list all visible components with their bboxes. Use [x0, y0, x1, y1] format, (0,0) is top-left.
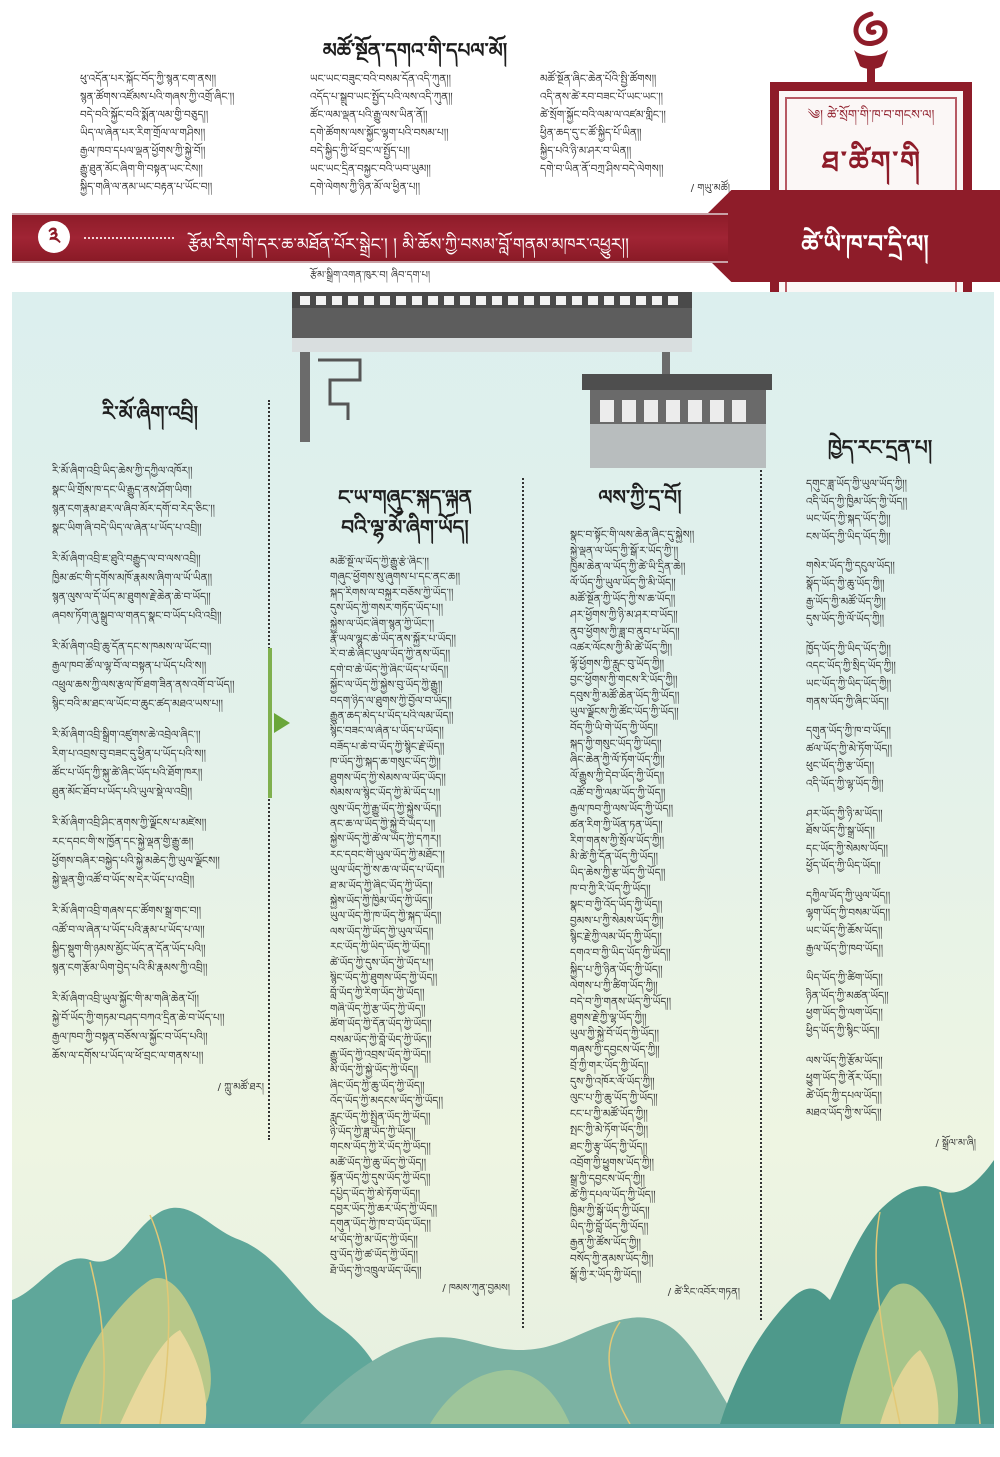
poem-line: དགུང་ཟླ་ཡོད་ཀྱི་ཡུལ་ཡོད་ཀྱི།།	[806, 478, 907, 490]
poem-line: སྒྲ་ཀྱི་དབྱངས་ཡོད་ཀྱི།།	[570, 1172, 646, 1185]
poem-line: ངང་པ་ཀྱི་མཚོ་ཡོད་ཀྱི།།	[570, 1108, 648, 1121]
poem-line: དགེ་ཚོགས་ལས་སྐྱོང་ལྷག་པའི་བསམ་པ།།	[310, 127, 449, 139]
poem-line: སྐད་རིགས་ལ་བསྐྱར་བཅོས་ཀྱི་ཡོད་།།	[330, 586, 454, 599]
author-signature: / སྒྲོལ་མ་ཞི།	[935, 1138, 976, 1149]
poem-line: མཚོ་ཡོད་ཀྱི་ཆུ་ཡོད་ཀྱི་ཡོད།།	[330, 1156, 427, 1169]
poem-line: མི་ཚེ་ཀྱི་དོན་ཡོད་ཀྱི་ཡོད།།	[570, 850, 658, 863]
poem-line: བསོད་ཀྱི་ནམས་ཡོད་ཀྱི།།	[570, 1253, 654, 1266]
poem-line: ཁྱིམ་ཚང་གི་དགོས་མཁོ་རྣམས་ཞིག་ལ་ཡོ་ཡིན།།	[52, 572, 213, 584]
poem-line: སྣང་བ་སྟོང་གི་ལས་ཆེན་ཞིང་དུ་སྐྱེས།།	[570, 529, 695, 541]
poem-stanza	[52, 550, 264, 626]
poem-line: དབུས་ཀྱི་མཚོ་ཆེན་ཡོད་ཀྱི་ཡོད།།	[570, 689, 680, 702]
poem-line: ཚེ་ཡོད་ཀྱི་དཔལ་ཡོད།།	[806, 1089, 882, 1102]
poem-line: སྐྱེས་ལ་ཡོང་ཞིག་སྙན་ཀྱི་ཡོང་།།	[330, 617, 435, 630]
poem-line: ཚིག་ཡོད་ཀྱི་དོན་ཡོད་ཀྱི་ཡོད།།	[330, 1018, 432, 1031]
column-divider-3	[760, 470, 762, 1320]
poem-line: མི་ཡོད་ཀྱི་སྐྱེ་ཡོད་ཀྱི་ཡོད།།	[330, 1064, 419, 1077]
poem-line: དབྱར་ཡོད་ཀྱི་ཆར་ཡོད་ཀྱི་ཡོད།།	[330, 1203, 438, 1216]
poem-line: བདག་ཉིད་ལ་ཐུགས་ཀྱི་བྱོལ་བ་ཡོད།།	[330, 694, 452, 707]
poem-line: རྒྱལ་ཁབ་དཔལ་ལྡན་ཕྱོགས་ཀྱི་སྐྱེ་བོ།།	[80, 145, 206, 157]
poem-line: མཚོ་སྔོན་ཞིང་ཆེན་པོའི་སྤྱི་ཚོགས།།	[540, 73, 657, 85]
author-signature: / ཀླུ་མཚོ་ཐར།	[217, 1082, 264, 1093]
poem-line: ཐོས་ཡོད་ཀྱི་སྒྲ་ཡོད།།	[806, 825, 875, 838]
column-3-poem	[570, 527, 740, 1302]
poem-line: ཚེ་སྲོག་སྐྱོང་བའི་ལམ་ལ་འཛམ་གླིང་།།	[540, 109, 666, 121]
column-2-title	[300, 482, 510, 542]
poem-line: ནུབ་ཕྱོགས་ཀྱི་ཟླ་བ་ནུབ་པ་ཡོད།།	[570, 625, 680, 638]
poem-line: ཕྱོགས་བཞིར་བསྐྱེད་པའི་སྐྱེ་མཆེད་ཀྱི་ཡུལ་ལྗོངས།།	[52, 855, 220, 867]
poem-line: ལོ་རྒྱུས་ཀྱི་དེབ་ཡོད་ཀྱི་ཡོད།།	[570, 770, 665, 783]
column-2-poem	[330, 555, 510, 1297]
poem-line: རི་མོ་ཞིག་འབྲི་ཆུ་དོན་དང་ས་ཁམས་ལ་ཡོང་བ།།	[52, 641, 212, 653]
poem-line: རྒྱལ་ཁབ་ཀྱི་བསྟན་བཅོས་ལ་སྐྱོང་བ་ཡོད་པའི།།	[52, 1031, 208, 1043]
poem-line: ཡིད་ཀྱི་བློ་ཡོད་ཀྱི་ཡོད།།	[570, 1221, 649, 1234]
poem-line: དགུན་ཡོད་ཀྱི་ཁ་བ་ཡོད།།	[806, 725, 892, 738]
poem-line: ཕྱག་ཡོད་ཀྱི་ལག་ཡོད།།	[806, 1007, 883, 1020]
poem-line: བློ་ཡོད་ཀྱི་རིག་ཡོད་ཀྱི་ཡོད།།	[330, 987, 425, 1000]
poem-line: རྒྱལ་ཡོད་ཀྱི་ཁབ་ཡོད།།	[806, 942, 884, 955]
author-signature: / ཚེ་རིང་འབོར་གཏན།	[667, 1287, 740, 1299]
poem-line: རི་མོ་ཞིག་འབྲི་ཡིད་ཆེས་ཀྱི་དཀྱིལ་འཁོར།།	[52, 465, 193, 477]
poem-line: ཐུན་མོང་ཐོབ་པ་ཡོད་པའི་ཡུལ་སྡེ་ལ་འབྲི།།	[52, 786, 193, 798]
poem-line: ཕྱིད་ཡོད་ཀྱི་སྙིང་ཡོད།།	[806, 1025, 880, 1038]
poem-line: རི་མོ་ཞིག་འབྲི་གཞས་དང་ཚོགས་སྒྲ་གང་བ།།	[52, 905, 202, 917]
poem-line: འབྲོག་ཀྱི་ཕྱུགས་ཡོད་ཀྱི།།	[570, 1156, 654, 1169]
poem-line: རླུང་ཡོད་ཀྱི་སྤྲིན་ཡོད་ཀྱི་ཡོད།།	[330, 1110, 431, 1123]
poem-line: ཡིད་ཡོད་ཀྱི་ཚིག་ཡོད།།	[806, 972, 883, 985]
poem-line: སྒོ་ཀྱི་ར་ཡོད་ཀྱི་ཡོད།།	[570, 1269, 642, 1282]
poem-line: ཉིན་ཡོད་ཀྱི་མཚན་ཡོད།།	[806, 989, 889, 1002]
poem-line: ཕྱོད་ཡོད་ཀྱི་ཡིད་ཡོད།།	[806, 860, 881, 873]
poem-line: ལུས་ཡོད་ཀྱི་རྒྱུ་ཡོད་ཀྱི་སྐྱེས་ཡོད།།	[330, 802, 442, 815]
poem-line: ཁྱིམ་ཆེན་ལ་ཡོད་ཀྱི་ཚེ་ཡི་དྲིན་ཆེ།།	[570, 561, 686, 574]
poem-line: ཐོ་ཡོད་ཀྱི་འཁྲུལ་ཡོད་ཡོད།།	[330, 1264, 422, 1277]
poem-line: འདི་ཡོད་ཀྱི་ལྷ་ཡོད་ཀྱི།།	[806, 777, 884, 790]
poem-line: སྐྱིད་སྡུག་གི་ཉམས་མྱོང་ཡོད་ན་དོན་ཡོད་པའི།།	[52, 943, 206, 955]
poem-line: ཡང་ཡོད་ཀྱི་ཡིད་ཡོད་ཀྱི།།	[806, 677, 892, 690]
poem-line: ཁ་ཡོད་ཀྱི་སྐད་ཆ་གསུང་ཡོད་ཀྱི།།	[330, 756, 441, 769]
poem-line: སྙིང་ཡོད་ཀྱི་ཐུགས་ཡོད་ཀྱི་ཡོད།།	[330, 971, 438, 984]
section-number: ༣	[38, 221, 70, 253]
poem-line: འཚོ་བ་ཀྱི་ལམ་ཡོད་ཀྱི་ཡོད།།	[570, 786, 666, 799]
poem-line: སྣང་བ་ཀྱི་འོད་ཡོད་ཀྱི་ཡོད།།	[570, 899, 663, 912]
poem-line: ཡང་ཡང་བཟུང་བའི་བསམ་དོན་འདི་ཀུན།།	[310, 73, 451, 85]
poem-line: སྐྱེ་བོ་ཡོད་ཀྱི་གཏམ་བཤད་བཀའ་དྲིན་ཆེ་བ་ཡོད་པ།།	[52, 1012, 225, 1024]
poem-line: རྒྱལ་ཁབ་ཚོ་ལ་ལྷ་བོ་ལ་བསྟན་པ་ཡོད་པའི་ས།།	[52, 660, 207, 672]
column-1-title: རི་མོ་ཞིག་འབྲི།	[102, 401, 198, 425]
poem-line: ཕྱིན་ཆད་དུ་ང་ཚོ་སྐྱིད་པོ་ཡིན།།	[540, 127, 642, 139]
poem-line: དཔྱིད་ཡོད་ཀྱི་མེ་ཏོག་ཡོད།།	[330, 1187, 421, 1200]
poem-line: ནང་ཆ་ལ་ཡོད་ཀྱི་སྐྱེ་བོ་ཡོད་པ།།	[330, 817, 436, 830]
poem-line: ཕ་ཡོད་ཀྱི་མ་ཡོད་ཀྱི་ཡོད།།	[330, 1233, 418, 1246]
poem-line: ཡང་ཡོད་ཀྱི་སྐད་ཡོད་ཀྱི།།	[806, 513, 891, 526]
poem-line: རང་དབང་གི་ཡུལ་ཡོད་ཀྱི་མཐོང་།།	[330, 848, 445, 861]
poem-line: སྙན་ངག་རྩོམ་ཡིག་བྱེད་པའི་མི་རྣམས་ཀྱི་འབྲི།།	[52, 962, 208, 974]
poem-line: ལོ་ཡོད་ཀྱི་ཡུལ་ཡོད་ཀྱི་མི་ཡོད།།	[570, 577, 676, 590]
poem-stanza	[52, 462, 264, 538]
poem-line: དང་ཡོད་ཀྱི་སེམས་ཡོད།།	[806, 842, 888, 855]
poem-line: རིག་གནས་ཀྱི་སྲོལ་ཡོད་ཀྱི།།	[570, 834, 665, 847]
poem-line: ཁ་བ་ཀྱི་རི་ཡོད་ཀྱི་ཡོད།།	[570, 883, 651, 896]
poem-line: སེམས་ལ་སྙིང་ཡོད་ཀྱི་མི་ཡོད་པ།།	[330, 787, 441, 800]
poem-line: ཞིང་ཡོད་ཀྱི་ཆུ་ཡོད་ཀྱི་ཡོད།།	[330, 1079, 425, 1092]
poem-line: ལུང་པ་ཀྱི་ཆུ་ཡོད་ཀྱི་ཡོད།།	[570, 1092, 658, 1105]
poem-line: འདང་ཡོད་ཀྱི་སྲིད་ཡོད་ཀྱི།།	[806, 660, 896, 673]
poem-line: དགའ་བ་ཀྱི་ཡིད་ཡོད་ཀྱི་ཡོད།།	[570, 947, 671, 960]
green-arrow-icon	[274, 713, 290, 733]
poem-line: རི་མོ་ཞིག་འབྲི་ཇ་ཐུའི་བརྒྱུད་ལ་བ་ལས་འབྲི།།	[52, 553, 201, 565]
poem-line: གནས་ཡོད་ཀྱི་ཞིང་ཡོད།།	[806, 695, 889, 708]
poem-line: མཚོ་སྔོ་ལ་ཡོད་ཀྱི་རྒྱུ་རྩེ་ཞིང་།།	[330, 556, 429, 568]
poem-line: གཞུང་ཕྱོགས་སུ་ཞུགས་པ་དང་ནང་ཆ།།	[330, 571, 461, 584]
column-2-title-line-1: ང་ཡ་གཞུང་སྐད་ལྐན	[338, 485, 472, 509]
poem-line: སྣང་ཡི་གྲོས་ཁ་དང་ཡི་རྒྱུད་ནས་ཤོག་ཡིག།	[52, 484, 192, 496]
poem-line: ཁྱོད་ཡོད་ཀྱི་ཡིད་ཡོད་ཀྱི།།	[806, 642, 891, 655]
poem-line: རང་དབང་གི་ས་ཁྱོན་དང་སྐྱེ་ལྡན་གྱི་རྒྱུ་ཆ།།	[52, 836, 194, 848]
poem-line: མཐའ་ཡོད་ཀྱི་ས་ཡོད།།	[806, 1107, 882, 1120]
poem-line: བྲོ་ཀྱི་གར་ཡོད་ཀྱི་ཡོད།།	[570, 1060, 649, 1073]
poem-line: ཡང་ཡང་དྲིན་བསྐྱང་བའི་ཡབ་ཡུམ།།	[310, 163, 431, 175]
poem-line: རིག་པ་འབྲས་བུ་བཟང་དུ་ཕྱིན་པ་ཡོད་པའི་ས།།	[52, 748, 206, 760]
poem-line: ཁྱིམ་ཀྱི་སྒོ་ཡོད་ཀྱི་ཡོད།།	[570, 1204, 650, 1217]
poem-line: འདི་ཡོད་ཀྱི་ཁྱིམ་ཡོད་ཀྱི་ཡོད།།	[806, 495, 908, 508]
poem-line: རི་མོ་ཞིག་འབྲི་ཡུལ་སྐྱོང་གི་མ་གཞི་ཆེན་པོ།།	[52, 993, 199, 1005]
poem-line: རྒྱལ་ཁབ་ཀྱི་ལས་ཡོད་ཀྱི་ཡོད།།	[570, 802, 674, 815]
poem-stanza	[806, 641, 976, 711]
poem-line: སྙན་ཚོགས་འཛོམས་པའི་གཞས་ཀྱི་འགྲོ་ཞིང་།།	[80, 91, 235, 103]
poem-line: བསམ་ཡོད་ཀྱི་བློ་ཡོད་ཀྱི་ཡོད།།	[330, 1033, 432, 1046]
column-2-title-line-2: བའི་ལྷ་མོ་ཞིག་ཡོད།	[341, 515, 469, 539]
poem-line: གཞས་ཀྱི་དབྱངས་ཡོད་ཀྱི།།	[570, 1044, 660, 1056]
poem-line: ཚོང་ལམ་ལྡན་པའི་རྒྱུ་ལས་ཡིན་ནོ།།	[310, 109, 428, 121]
column-1-poem	[52, 462, 264, 1097]
poem-line: བྱང་ཕྱོགས་ཀྱི་གངས་རི་ཡོད་ཀྱི།།	[570, 673, 678, 686]
poem-line: གངས་ཡོད་ཀྱི་རི་ཡོད་ཀྱི་ཡོད།།	[330, 1141, 431, 1154]
poem-stanza	[806, 1053, 976, 1123]
poem-line: དགེ་བ་ཡིན་ནོ་བཀྲ་ཤིས་བདེ་ལེགས།།	[540, 163, 664, 175]
poem-stanza	[52, 902, 264, 978]
small-piano-icon	[582, 374, 772, 468]
poem-line: རྒྱུ་ཡོད་ཀྱི་འབྲས་ཡོད་ཀྱི་ཡོད།།	[330, 1049, 431, 1061]
poem-line: ཡིད་ཆེས་ཀྱི་རྩ་ཡོད་ཀྱི་ཡོད།།	[570, 866, 666, 879]
poem-line: ཚན་རིག་ཀྱི་ཡོན་ཏན་ཡོད།།	[570, 818, 663, 831]
poem-line: ལེགས་པ་ཀྱི་ཚིག་ཡོད་ཀྱི།།	[570, 979, 658, 992]
poem-line: བཟོད་པ་ཆེ་བ་ཡོད་ཀྱི་སྙིང་རྗེ་ཡོད།།	[330, 740, 445, 753]
poem-line: དཀྱིལ་ཡོད་ཀྱི་ཡུལ་ཡོད།།	[806, 889, 891, 902]
poem-stanza	[806, 723, 976, 793]
poem-line: ལྷག་ཡོད་ཀྱི་བསམ་ཡོད།།	[806, 907, 891, 920]
poem-stanza	[806, 888, 976, 958]
poem-stanza	[52, 638, 264, 714]
poem-stanza	[52, 990, 264, 1066]
poem-line: ཞབས་ཏོག་ཞུ་སྒྲུབ་ལ་གནད་སྣང་བ་ཡོད་པའི་འབྲི།།	[52, 610, 222, 622]
bottom-strip	[12, 1424, 994, 1428]
poem-line: བདེ་སྐྱིད་ཀྱི་ཕོ་བྲང་ལ་སྤྱོད་པ།།	[310, 145, 410, 157]
poem-line: སྟོན་ཡོད་ཀྱི་དུས་ཡོད་ཀྱི་ཡོད།།	[330, 1172, 431, 1185]
poem-line: རང་ཡོད་ཀྱི་ཡིད་ཡོད་ཀྱི་ཡོད།།	[330, 941, 431, 954]
poem-line: སྣོད་ཡོད་ཀྱི་ཆུ་ཡོད་ཀྱི།།	[806, 577, 885, 590]
poem-line: ཐང་ཀྱི་རྩྭ་ཡོད་ཀྱི་ཡོད།།	[570, 1140, 648, 1153]
poem-line: ལྷོ་ཕྱོགས་ཀྱི་རླུང་བུ་ཡོད་ཀྱི།།	[570, 657, 665, 670]
poem-line: བདེ་བའི་སྐྱོང་བའི་སྨོན་ལམ་གྱི་བཅུད།།	[80, 109, 209, 121]
poem-line: ཡུལ་ལྗོངས་ཀྱི་ཚོང་ཡོད་ཀྱི་ཡོད།།	[570, 706, 679, 719]
poem-line: ཤར་ཕྱོགས་ཀྱི་ཉི་མ་ཤར་བ་ཡོད།།	[570, 609, 678, 622]
poem-line: ཕུང་ཡོད་ཀྱི་རྩ་ཡོད།།	[806, 760, 875, 773]
top-poem-title: མཚོ་སྔོན་དགའ་གི་དཔལ་མོ།	[322, 38, 508, 62]
poem-line: ཡང་ཡོད་ཀྱི་ཆོས་ཡོད།།	[806, 925, 883, 938]
poem-line: སྙིང་བཟང་ལ་ཞེན་པ་ཡོད་པ་ཡོད།།	[330, 725, 444, 738]
poem-line: དགེ་བ་ཆེ་ཡོད་ཀྱི་ཞིང་ཡོད་པ་ཡོད།།	[330, 663, 449, 676]
poem-line: ཕྱུག་ཡོད་ཀྱི་ནོར་ཡོད།།	[806, 1072, 882, 1085]
poem-line: རྒྱ་ཡོད་ཀྱི་མཚོ་ཡོད་ཀྱི།།	[806, 595, 886, 608]
poem-stanza	[806, 970, 976, 1040]
masthead-title: ཚེ་ཡི་ཁ་བ་དྲི་ལ།	[801, 230, 929, 258]
masthead-seal: ཐ་ཚིག་གི	[821, 145, 923, 178]
poem-stanza	[806, 558, 976, 628]
column-4-poem	[806, 476, 976, 1153]
poem-line: སྣང་ཡིག་ཞི་བདེ་ཡིད་ལ་ཞེན་པ་ཡོད་པ་འབྲི།།	[52, 522, 202, 534]
poem-stanza	[52, 814, 264, 890]
poem-line: སྙིང་རྗེ་ཀྱི་ལམ་ཡོད་ཀྱི་ཡོད།།	[570, 931, 662, 944]
poem-line: ཤར་ཡོད་ཀྱི་ཉི་མ་ཡོད།།	[806, 807, 883, 820]
poem-line: འཚར་ལོངས་ཀྱི་མི་ཚེ་ཡོད་ཀྱི།།	[570, 641, 673, 654]
poem-line: འོད་ཡོད་ཀྱི་མདངས་ཡོད་ཀྱི་ཡོད།།	[330, 1095, 444, 1108]
poem-line: སྐྱོང་ལ་ཡོད་ཀྱི་སྐྱེས་བུ་ཡོད་ཀྱི་རྒྱུ།།	[330, 679, 443, 692]
author-signature: / ཁམས་ཀུན་བྱམས།	[442, 1283, 510, 1295]
poem-line: ལས་ཡོད་ཀྱི་རྩོམ་ཡོད།།	[806, 1054, 883, 1067]
poem-line: འཕྲུལ་ཆས་ཀྱི་ལས་རྩལ་ཁོ་ཐག་ཟིན་ནས་འགོ་བ་ཡོད།།	[52, 679, 235, 691]
poem-line: ཡུལ་ཀྱི་སྐྱེ་བོ་ཡོད་ཀྱི་ཡོད།།	[570, 1027, 659, 1040]
poem-line: ཡུལ་ཡོད་ཀྱི་ས་ཆ་ལ་ཡོད་པ་ཡོད།།	[330, 864, 445, 877]
poem-line: རྒྱུ་ཐུན་མོང་ཞིག་གི་བསྟན་ཡང་ངེས།།	[80, 163, 203, 175]
poem-stanza	[806, 806, 976, 876]
poem-line: སྐྱིད་གཞི་ལ་ནམ་ཡང་བརྟན་པ་ཡོང་བ།།	[80, 181, 213, 193]
masthead-top-text: ༄། ཚེ་སྲོག་གི་ཁ་བ་གངས་ལ།	[807, 108, 935, 123]
poem-line: ཐུགས་ཡོད་ཀྱི་སེམས་ལ་ཡོད་ཡོད།།	[330, 771, 446, 784]
poem-line: དུས་ཀྱི་འཁོར་ལོ་ཡོད་ཀྱི།།	[570, 1076, 655, 1089]
poem-line: ཡིད་ལ་ཞེན་པར་རིག་གྲོལ་ལ་གཤིས།།	[80, 127, 206, 139]
poem-line: བདེ་བ་ཀྱི་གནས་ཡོད་ཀྱི་ཡོད།།	[570, 995, 672, 1008]
poem-line: ཉི་ཡོད་ཀྱི་ཟླ་ཡོད་ཀྱི་ཡོད།།	[330, 1126, 416, 1139]
poem-line: རི་བ་ཆེ་ཞིང་ཡུལ་ཡོད་ཀྱི་ནས་ཡོད།།	[330, 648, 451, 661]
poem-line: རྒྱུན་ཆད་མེད་པ་ཡོད་པའི་ལམ་ཡོད།།	[330, 710, 454, 723]
poem-line: སྤང་ཀྱི་མེ་ཏོག་ཡོད་ཀྱི།།	[570, 1124, 649, 1137]
column-4-title: ཁྱེད་རང་དྲན་པ།	[827, 435, 933, 459]
poem-line: སྐྱེ་ལྡན་གྱི་འཚོ་བ་ཡོད་ས་དེར་ཡོད་པ་འབྲི།།	[52, 874, 195, 886]
poem-line: ལས་ཡོད་ཀྱི་ཡོད་ཀྱི་ཡུལ་ཡོད།།	[330, 925, 434, 938]
poem-stanza	[52, 726, 264, 802]
column-3-title: ལས་ཀྱི་དྲ་བོ།	[598, 485, 682, 509]
poem-line: ཐུགས་རྗེ་ཀྱི་ལྷ་ཡོད་ཀྱི།།	[570, 1011, 647, 1024]
column-divider-2	[522, 478, 524, 1328]
poem-line: ཕུ་འདོན་པར་སྐོང་བོད་ཀྱི་སྙན་ངག་ནས།།	[80, 73, 217, 85]
poem-line: ཡུལ་ཡོད་ཀྱི་ཁ་ཡོད་ཀྱི་སྐད་ཡོད།།	[330, 910, 442, 923]
poem-line: དགེ་ལེགས་ཀྱི་ཉིན་མོ་ལ་ཕྱིན་པ།།	[310, 181, 421, 193]
poem-line: སྙན་ངག་རྣམ་ཐར་ལ་ཞིབ་མོར་དགོ་བ་རེད་ཅིང་།།	[52, 503, 216, 515]
banner-slogan: རྩོམ་རིག་གི་དར་ཆ་མཐོན་པོར་སྒྲེང་། ། མི་ཆོས་ཀྱི་བསམ་བློ་གནམ་མཁར་འཕྱུར།།	[188, 235, 629, 255]
poem-line: དགུན་ཡོད་ཀྱི་ཁ་བ་ཡོད་ཡོད།།	[330, 1218, 431, 1231]
poem-line: བྱམས་པ་ཀྱི་སེམས་ཡོད་ཀྱི།།	[570, 915, 664, 928]
poem-line: རྣོ་ཡལ་ལྷུང་ཆེ་ཡོད་ནས་སྐྱོར་པ་ཡོད།།	[330, 633, 456, 646]
poem-line: ཐ་མ་ཡོད་ཀྱི་ཞིང་ཡོད་ཀྱི་ཡོད།།	[330, 879, 433, 892]
poem-line: སྐད་ཀྱི་གསུང་ཡོད་ཀྱི་ཡོད།།	[570, 738, 662, 751]
poem-line: བུ་ཡོད་ཀྱི་ཚ་ཡོད་ཀྱི་ཡོད།།	[330, 1249, 418, 1262]
poem-line: མཚོ་སྔོན་ཀྱི་ཡོད་ཀྱི་ས་ཆ་ཡོད།།	[570, 593, 676, 606]
poem-line: རི་མོ་ཞིག་འབྲི་ཤིང་ནགས་ཀྱི་ལྗོངས་པ་མཛེས།།	[52, 817, 207, 829]
poem-line: འདོད་པ་སྒྲུབ་ཡང་སྤྱོད་པའི་ལས་འདི་ཀུན།།	[310, 91, 453, 103]
editor-byline: རྩོམ་སྒྲིག་འགན་ཁུར་བ། ཞིབ་དག་པ།	[310, 270, 431, 281]
author-signature: / གཡུ་མཚོ།	[690, 183, 730, 194]
poem-line: སྐྱེ་ལྡན་ལ་ཡོད་ཀྱི་སྒོ་ར་ཡོད་ཀྱི་།།	[570, 545, 679, 558]
poem-line: རྒྱན་ཀྱི་ཚོས་ཡོད་ཀྱི།།	[570, 1237, 641, 1250]
poem-line: སྐྱེས་ཡོད་ཀྱི་ཚེ་ལ་ཡོད་ཀྱི་དཀར།།	[330, 833, 442, 846]
green-marker	[268, 648, 272, 798]
poem-line: བོད་ཀྱི་ཡི་གེ་ཡོད་ཀྱི་ཡོད།།	[570, 722, 658, 735]
poem-stanza	[806, 476, 976, 546]
poem-line: འདི་ནས་ཚེ་རབ་བཟང་པོ་ཡང་ཡང་།།	[540, 91, 663, 103]
poem-line: སྐྱིད་པའི་ཉི་མ་ཤར་བ་ཡིན།།	[540, 145, 632, 157]
poem-line: ཚོང་པ་ཡོད་ཀྱི་སྐུ་ཚེ་ཞིང་ཡོད་པའི་ཐོག་ཁར།།	[52, 767, 203, 779]
poem-line: སྐྱིད་པ་ཀྱི་ཉིན་ཡོད་ཀྱི་ཡོད།།	[570, 963, 663, 976]
poem-line: ཚལ་ཡོད་ཀྱི་མེ་ཏོག་ཡོད།།	[806, 742, 893, 755]
poem-line: སྙིང་བའི་མ་ཐང་ལ་ཡོང་བ་ཆུང་ཚད་མཐའ་ཡས་པ།།	[52, 698, 224, 710]
poem-line: སྐྱེས་ཡོད་ཀྱི་ཁྱིམ་ཡོད་ཀྱི་ཡོད།།	[330, 894, 433, 907]
poem-line: གཞི་ཡོད་ཀྱི་རྩ་ཡོད་ཀྱི་ཡོད།།	[330, 1002, 426, 1015]
poem-line: ཆོས་ལ་དགོས་པ་ཡོད་ལ་ཕོ་བྲང་ལ་གནས་པ།།	[52, 1050, 204, 1062]
poem-line: དུས་ཡོད་ཀྱི་གསར་གཏོད་ཡོད་པ།།	[330, 602, 444, 615]
poem-line: སྙན་ལུས་ལ་དོ་ཡོད་མ་ཐུགས་རྗེ་ཆེན་ཆེ་བ་ཡོད།།	[52, 591, 211, 603]
poem-line: ཞིང་ཆེན་ཀྱི་ལོ་ཏོག་ཡོད་ཀྱི།།	[570, 754, 665, 767]
poem-line: ཚེ་ཡོད་ཀྱི་དུས་ཡོད་ཀྱི་ཡོད་པ།།	[330, 956, 434, 969]
poem-line: གསེར་ཡོད་ཀྱི་དངུལ་ཡོད།།	[806, 560, 895, 573]
poem-line: འཚོ་བ་ལ་ཞེན་པ་ཡོད་པའི་རྣམ་པ་ཡོད་པ་ལ།།	[52, 924, 205, 936]
poem-line: དུས་ཡོད་ཀྱི་ལོ་ཡོད་ཀྱི།།	[806, 613, 885, 626]
poem-line: ངས་ཡོད་ཀྱི་ཡིད་ཡོད་ཀྱི།།	[806, 530, 891, 543]
poem-line: ཚེ་ཀྱི་དཔལ་ཡོད་ཀྱི་ཡོད།།	[570, 1188, 656, 1201]
poem-line: རི་མོ་ཞིག་འབྲི་སྒྲིག་འཛུགས་ཆེ་འབྲེལ་ཞིང་།།	[52, 729, 201, 741]
